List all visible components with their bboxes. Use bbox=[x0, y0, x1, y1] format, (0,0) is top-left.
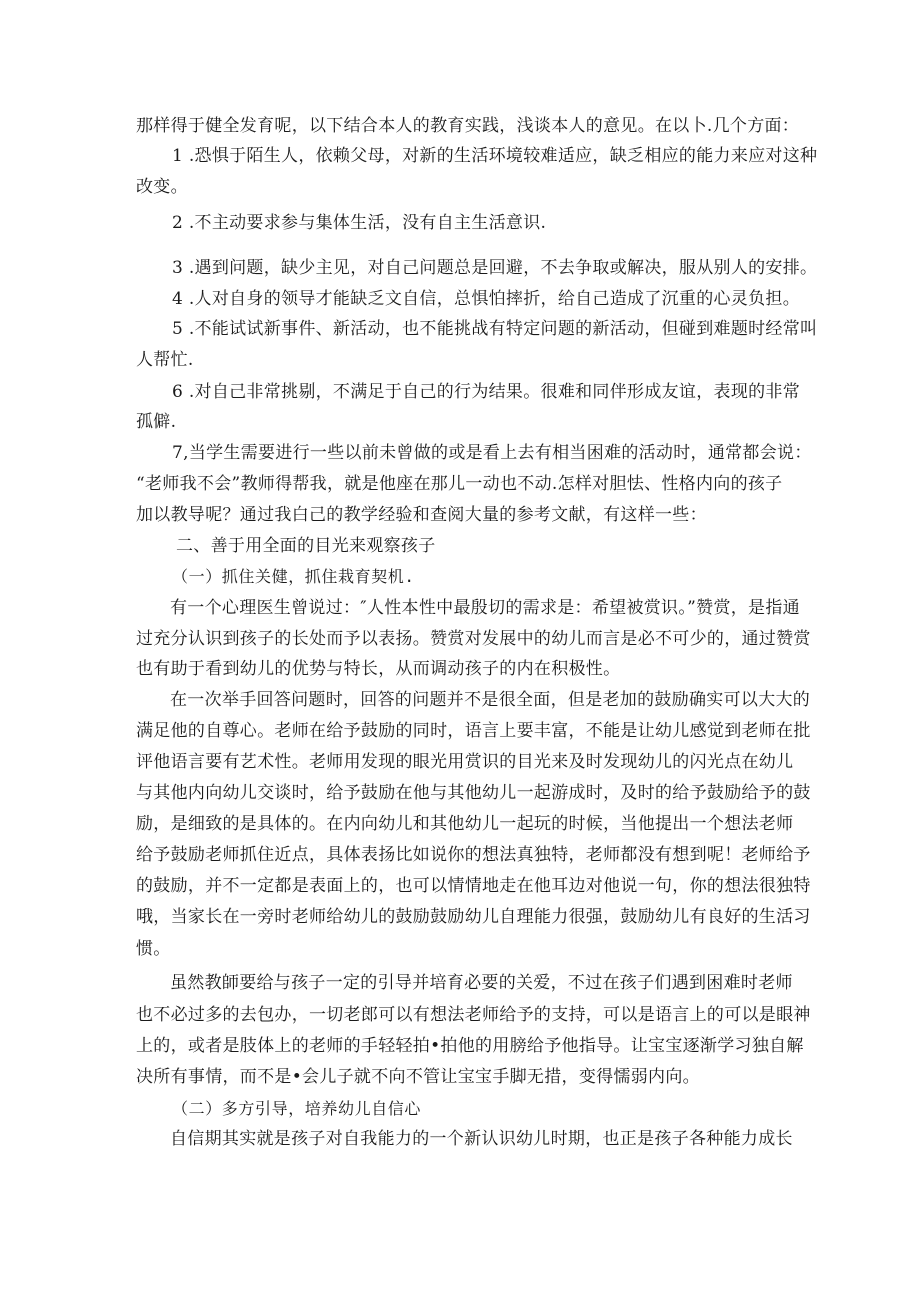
paragraph-line: 虽然教師要给与孩子一定的引导并培育必要的关爱，不过在孩子们遇到困难时老师 bbox=[170, 973, 793, 993]
text-line: 孤僻. bbox=[136, 412, 177, 432]
paragraph-line: 过充分认识到孩子的长处而予以表扬。赞赏对发展中的幼儿而言是必不可少的，通过赞赏 bbox=[136, 629, 811, 649]
list-item-6: 6 .对自己非常挑剔，不满足于自己的行为结果。很难和同伴形成友谊，表现的非常 bbox=[172, 382, 801, 402]
section-heading: 二、善于用全面的目光来观察孩子 bbox=[176, 536, 436, 556]
paragraph-line: 惯。 bbox=[136, 939, 171, 959]
paragraph-line: 哦，当家长在一旁时老师给幼儿的鼓励鼓励幼儿自理能力很强，鼓励幼儿有良好的生活习 bbox=[136, 907, 811, 927]
paragraph-line: 在一次举手回答问题时，回答的问题并不是很全面，但是老加的鼓励确实可以大大的 bbox=[170, 690, 811, 710]
paragraph-line: 也有助于看到幼儿的优势与特长，从而调动孩子的内在积极性。 bbox=[136, 659, 621, 679]
paragraph-line: 的鼓励，并不一定都是表面上的，也可以情情地走在他耳边对他说一句，你的想法很独特 bbox=[136, 876, 811, 896]
text-line: 那样得于健全发育呢，以下结合本人的教育实践，浅谈本人的意见。在以卜.几个方面： bbox=[136, 116, 800, 136]
text-line: 人帮忙. bbox=[136, 350, 194, 370]
paragraph-line: 决所有事情，而不是•会儿子就不向不管让宝宝手脚无措，变得懦弱内向。 bbox=[136, 1067, 700, 1087]
paragraph-line: 励，是细致的是具体的。在内向幼儿和其他幼儿一起玩的时候，当他提出一个想法老师 bbox=[136, 814, 794, 834]
list-item-3: 3 .遇到问题，缺少主见，对自己问题总是回避，不去争取或解决，服从别人的安排。 bbox=[172, 258, 818, 278]
paragraph-line: 给予鼓励老师抓住近点，具体表扬比如说你的想法真独特，老师都没有想到呢！老师给予 bbox=[136, 845, 811, 865]
paragraph-line: 与其他内向幼儿交谈时，给予鼓励在他与其他幼儿一起游成时，及时的给予鼓励给予的鼓 bbox=[136, 783, 811, 803]
list-item-5: 5 .不能试试新事件、新活动，也不能挑战有特定问题的新活动，但碰到难题时经常叫 bbox=[172, 319, 818, 339]
text-line: “老师我不会”教师得帮我，就是他座在那儿一动也不动.怎样对胆怯、性格内向的孩子 bbox=[136, 474, 783, 494]
list-item-7: 7,当学生需要进行一些以前未曾做的或是看上去有相当困难的活动时，通常都会说： bbox=[172, 443, 812, 463]
list-item-4: 4 .人对自身的领导才能缺乏文自信，总惧怕摔折，给自己造成了沉重的心灵负担。 bbox=[172, 289, 801, 309]
text-line: 加以教导呢？通过我白己的教学经验和查阅大量的参考文献，有这样一些： bbox=[136, 505, 707, 525]
list-item-1: 1 .恐惧于陌生人，依赖父母，对新的生活环境较难适应，缺乏相应的能力来应对这种 bbox=[172, 146, 818, 166]
list-item-2: 2 .不主动要求参与集体生活，没有自主生活意识. bbox=[172, 213, 547, 233]
paragraph-line: 有一个心理医生曾说过：″人性本性中最殷切的需求是：希望被赏识。”赞赏，是指通 bbox=[170, 598, 800, 618]
subsection-heading-2: （二）多方引导，培养幼儿自信心 bbox=[172, 1099, 422, 1118]
subsection-heading-1: （一）抓住关健，抓住栽育契机. bbox=[172, 567, 415, 586]
paragraph-line: 也不必过多的去包办，一切老郎可以有想法老师给予的支持，可以是语言上的可以是眼神 bbox=[136, 1005, 811, 1025]
paragraph-line: 自信期其实就是孩子对自我能力的一个新认识幼儿时期，也正是孩子各种能力成长 bbox=[170, 1129, 793, 1149]
paragraph-line: 上的，或者是肢体上的老师的手轻轻拍•拍他的用膀给予他指导。让宝宝逐渐学习独自解 bbox=[136, 1036, 804, 1056]
text-line: 改变。 bbox=[136, 177, 188, 197]
paragraph-line: 评他语言要有艺术性。老师用发现的眼光用赏识的目光来及时发现幼儿的闪光点在幼儿 bbox=[136, 752, 794, 772]
paragraph-line: 满足他的自尊心。老师在给予鼓励的同时，语言上要丰富，不能是让幼儿感觉到老师在批 bbox=[136, 721, 811, 741]
